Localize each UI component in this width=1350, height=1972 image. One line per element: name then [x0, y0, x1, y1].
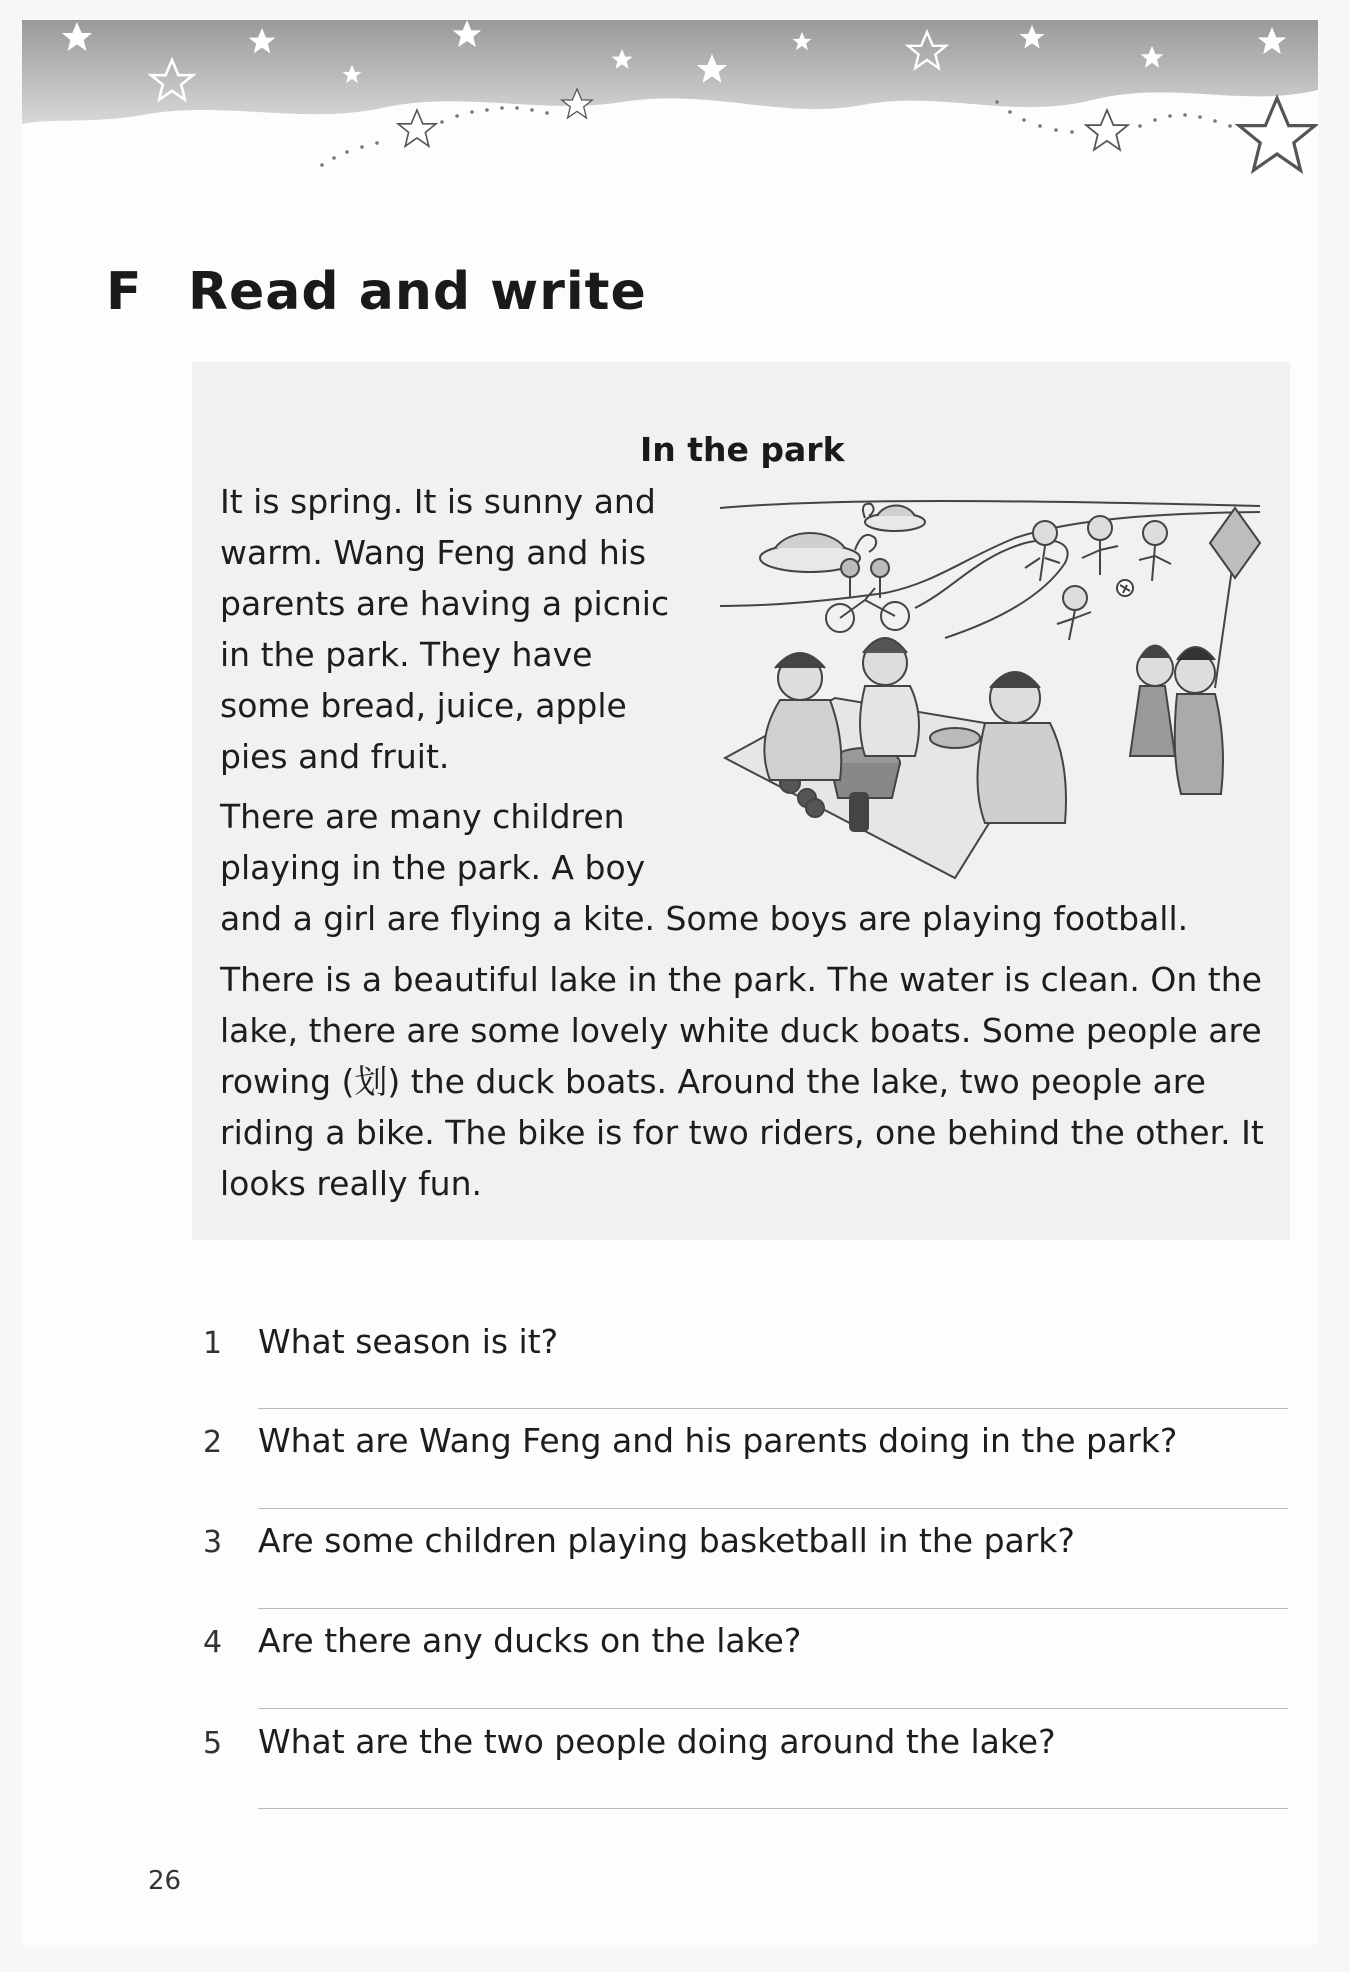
question-number: 4: [203, 1625, 223, 1660]
question-text: Are there any ducks on the lake?: [258, 1621, 802, 1660]
answer-line[interactable]: [258, 1508, 1288, 1509]
passage-line: There is a beautiful lake in the park. The water is clean. On the: [220, 960, 1262, 999]
passage-line: playing in the park. A boy: [220, 848, 646, 887]
passage-line: riding a bike. The bike is for two riders, one behind the other. It: [220, 1113, 1264, 1152]
section-title: Read and write: [188, 262, 647, 322]
answer-line[interactable]: [258, 1808, 1288, 1809]
passage-line: There are many children: [220, 797, 625, 836]
question-text: Are some children playing basketball in the park?: [258, 1521, 1075, 1560]
passage-line: It is spring. It is sunny and: [220, 482, 656, 521]
passage-line: and a girl are flying a kite. Some boys are playing football.: [220, 899, 1189, 938]
passage-line: pies and fruit.: [220, 737, 450, 776]
passage-line: lake, there are some lovely white duck boats. Some people are: [220, 1011, 1262, 1050]
passage-title: In the park: [640, 430, 845, 469]
passage-line: in the park. They have: [220, 635, 593, 674]
question-number: 3: [203, 1525, 223, 1560]
question-number: 5: [203, 1726, 223, 1761]
section-heading: [106, 262, 647, 322]
answer-line[interactable]: [258, 1408, 1288, 1409]
passage-line: some bread, juice, apple: [220, 686, 627, 725]
question-number: 1: [203, 1326, 223, 1361]
page-number: 26: [148, 1866, 182, 1896]
section-letter: F: [106, 262, 143, 322]
answer-line[interactable]: [258, 1708, 1288, 1709]
passage-line: parents are having a picnic: [220, 584, 670, 623]
answer-line[interactable]: [258, 1608, 1288, 1609]
passage-line: warm. Wang Feng and his: [220, 533, 647, 572]
question-number: 2: [203, 1425, 223, 1460]
question-text: What are the two people doing around the lake?: [258, 1722, 1056, 1761]
passage-line: looks really fun.: [220, 1164, 483, 1203]
question-text: What season is it?: [258, 1322, 559, 1361]
question-text: What are Wang Feng and his parents doing in the park?: [258, 1421, 1178, 1460]
park-picnic-illustration: [715, 488, 1270, 880]
passage-line: rowing (划) the duck boats. Around the lake, two people are: [220, 1062, 1206, 1101]
star-banner: [22, 20, 1318, 195]
